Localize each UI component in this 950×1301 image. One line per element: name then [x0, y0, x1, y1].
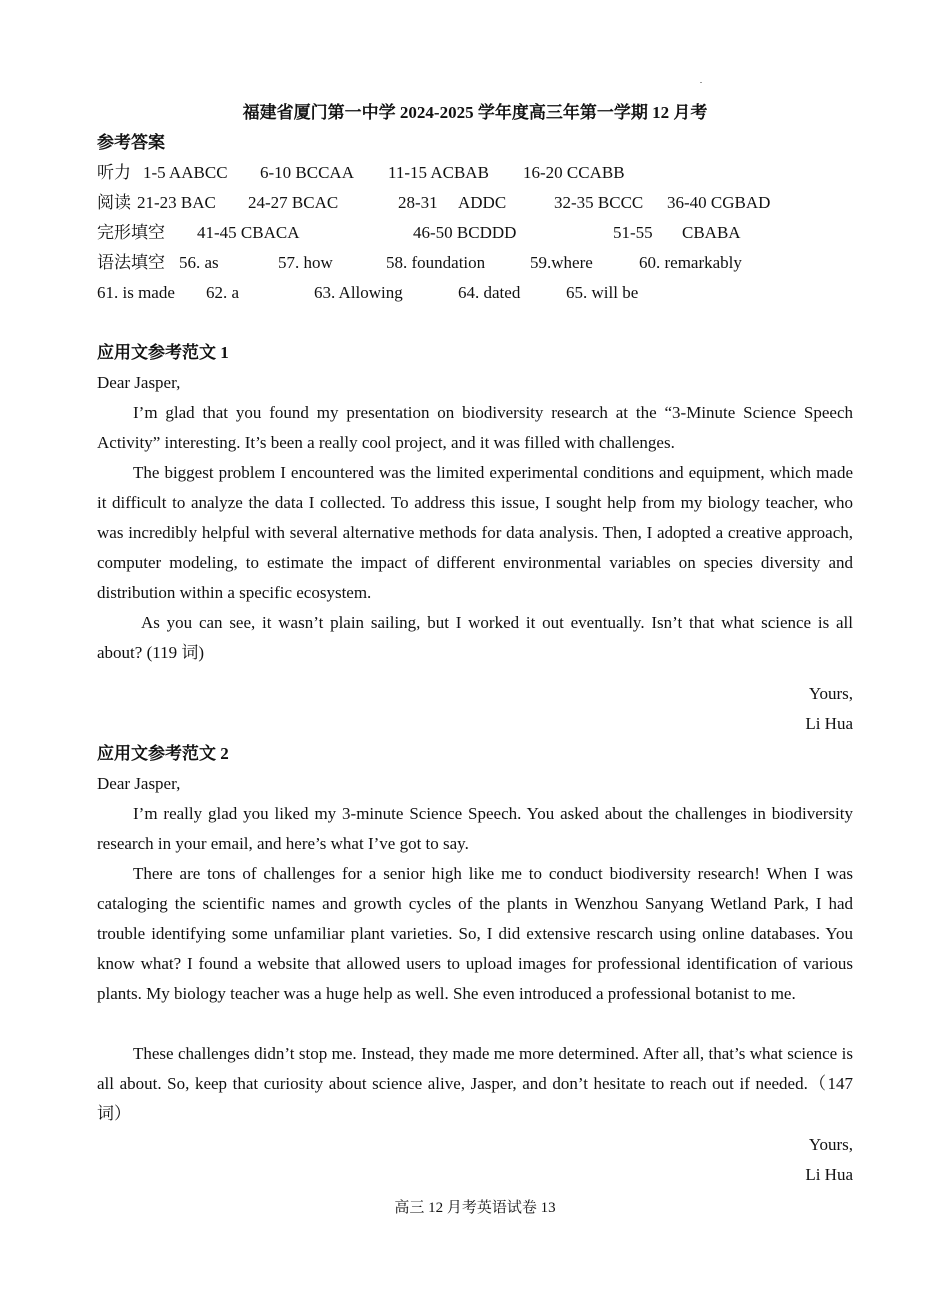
answer-item: 61. is made: [97, 283, 175, 302]
essay-2-paragraph-2: There are tons of challenges for a senior high like me to conduct biodiversity research! When I was cataloging the scientific names and growth cycles of the plants in Wenzhou Sanyang Wetland Park, I had trouble identifying some unfamiliar plant varieties. So, I did extensive rescarch using online databases. You know what? I found a website that allowed users to upload images for professional identification of various plants. My biology teacher was a huge help as well. She even introduced a professional botanist to me.: [97, 864, 853, 1003]
page-footer: 高三 12 月考英语试卷 13: [394, 1200, 556, 1216]
answer-item: 1-5 AABCC: [143, 163, 228, 182]
answer-item: 56. as: [179, 253, 219, 272]
essay-1-paragraph-1: I’m glad that you found my presentation on biodiversity research at the “3-Minute Science Speech Activity” interesting. It’s been a really cool project, and it was filled with challenges.: [97, 403, 853, 452]
essay-1-paragraph-3: As you can see, it wasn’t plain sailing, but I worked it out eventually. Isn’t that what science is all about? (119 词): [97, 613, 853, 662]
answer-item: 11-15 ACBAB: [388, 163, 489, 182]
essay-2-paragraph-1: I’m really glad you liked my 3-minute Science Speech. You asked about the challenges in biodiversity research in your email, and here’s what I’ve got to say.: [97, 804, 853, 853]
answer-item: 6-10 BCCAA: [260, 163, 354, 182]
answer-item: 32-35 BCCC: [554, 193, 644, 212]
essay-2-heading: 应用文参考范文 2: [97, 744, 229, 763]
essay-2-signature: Li Hua: [805, 1165, 853, 1184]
essay-1-paragraph-2: The biggest problem I encountered was the limited experimental conditions and equipment, which made it difficult to analyze the data I collected. To address this issue, I sought help from my biology teacher, who was incredibly helpful with several alternative methods for data analysis. Then, I adopted a creative approach, computer modeling, to estimate the impact of different environmental variables on species diversity and distribution within a specific ecosystem.: [97, 463, 853, 602]
decorative-dot: [700, 82, 702, 83]
essay-1-salutation: Dear Jasper,: [97, 373, 181, 392]
answer-item: CBABA: [682, 223, 741, 242]
answer-item: 65. will be: [566, 283, 639, 302]
answer-row-listening: [0, 161, 950, 185]
answer-item: 51-55: [613, 223, 653, 242]
row-label: 阅读: [97, 193, 131, 212]
answer-row-grammar: [0, 251, 950, 275]
answers-heading: 参考答案: [97, 133, 165, 152]
answer-item: 62. a: [206, 283, 240, 302]
answer-row-grammar-2: [0, 281, 950, 305]
essay-2-paragraph-3: These challenges didn’t stop me. Instead, they made me more determined. After all, that’s what science is all about. So, keep that curiosity about science alive, Jasper, and don’t hesitate to reach out if needed.（147 词）: [97, 1044, 853, 1123]
answer-item: 36-40 CGBAD: [667, 193, 771, 212]
answer-item: 24-27 BCAC: [248, 193, 339, 212]
essay-1-signature: Li Hua: [805, 714, 853, 733]
row-label: 听力: [97, 163, 131, 182]
answer-item: 59.where: [530, 253, 593, 272]
answer-item: 41-45 CBACA: [197, 223, 300, 242]
answer-item: 63. Allowing: [314, 283, 403, 302]
answer-item: 28-31: [398, 193, 438, 212]
essay-2-closing: Yours,: [808, 1135, 853, 1154]
answer-row-cloze: [0, 221, 950, 245]
answer-item: 57. how: [278, 253, 333, 272]
answer-item: 16-20 CCABB: [523, 163, 625, 182]
answer-item: 60. remarkably: [639, 253, 742, 272]
answer-item: 64. dated: [458, 283, 521, 302]
row-label: 完形填空: [97, 223, 165, 242]
essay-1-closing: Yours,: [808, 684, 853, 703]
essay-1-heading: 应用文参考范文 1: [97, 343, 229, 362]
answer-row-reading: [0, 191, 950, 215]
row-label: 语法填空: [97, 253, 165, 272]
document-title: 福建省厦门第一中学 2024-2025 学年度高三年第一学期 12 月考: [242, 103, 708, 122]
answer-item: 58. foundation: [386, 253, 486, 272]
answer-item: 21-23 BAC: [137, 193, 216, 212]
answer-item: 46-50 BCDDD: [413, 223, 517, 242]
answer-item: ADDC: [458, 193, 507, 212]
essay-2-salutation: Dear Jasper,: [97, 774, 181, 793]
